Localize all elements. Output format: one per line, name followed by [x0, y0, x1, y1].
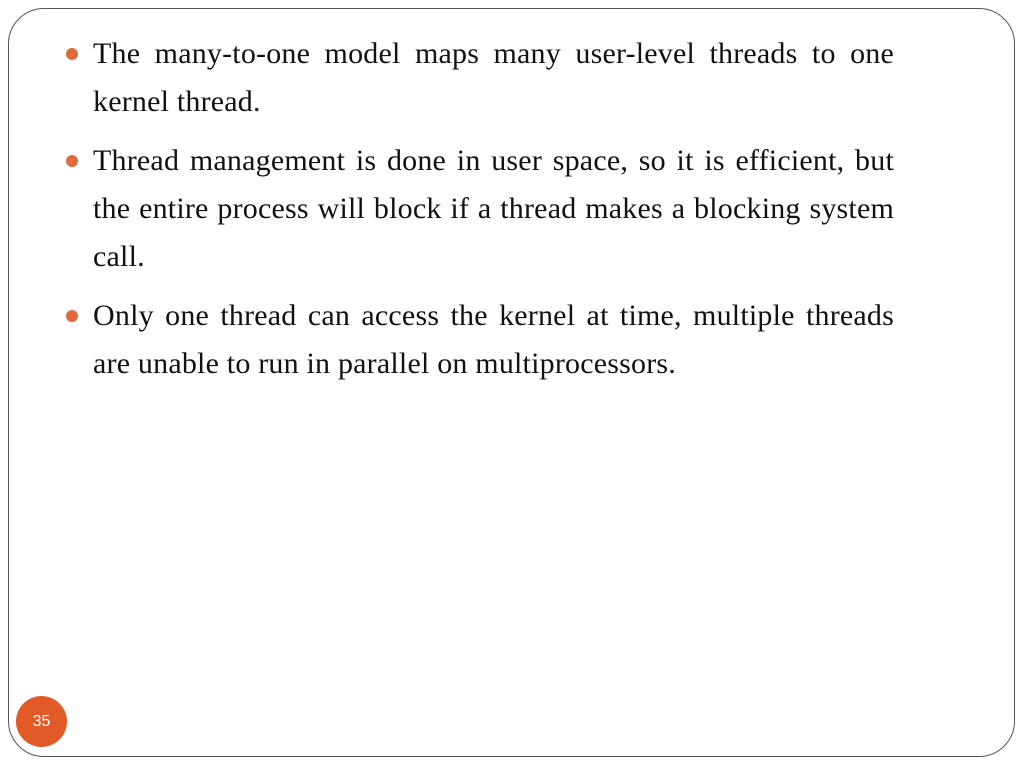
bullet-text: Only one thread can access the kernel at time, multiple threads are unable to run in parallel on multiprocessors.	[93, 299, 894, 380]
bullet-item	[64, 30, 894, 126]
bullet-text: The many-to-one model maps many user-level threads to one kernel thread.	[93, 37, 894, 118]
page-number-badge	[16, 696, 67, 747]
bullet-dot-icon	[66, 48, 78, 60]
bullet-item	[64, 292, 894, 388]
bullet-dot-icon	[66, 310, 78, 322]
page-number: 35	[32, 712, 51, 730]
bullet-item	[64, 137, 894, 281]
bullet-list	[64, 30, 894, 399]
bullet-dot-icon	[66, 155, 78, 167]
bullet-text: Thread management is done in user space, so it is efficient, but the entire process will block if a thread makes a blocking system call.	[93, 144, 894, 273]
